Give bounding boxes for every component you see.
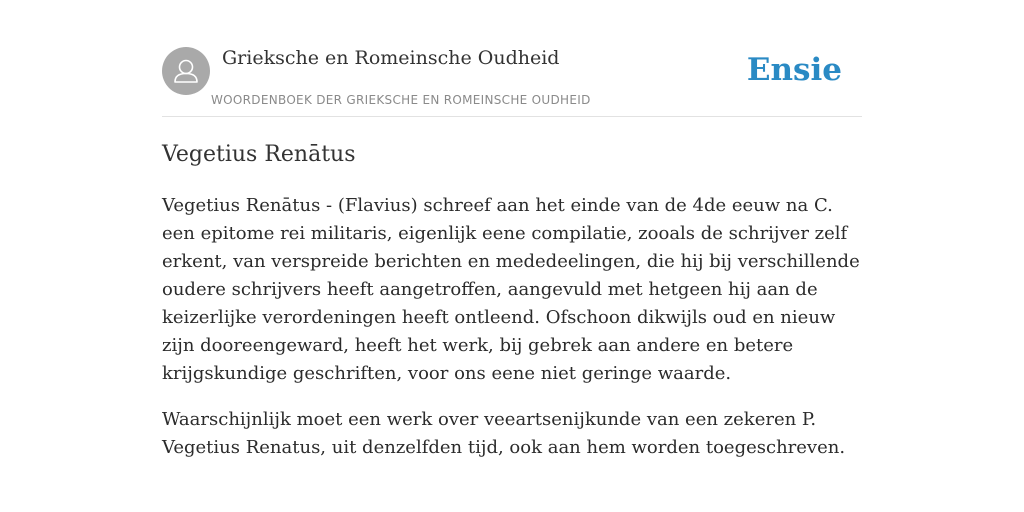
entry-title: Vegetius Renātus — [162, 142, 356, 167]
source-header — [162, 46, 862, 117]
source-avatar[interactable] — [162, 47, 210, 95]
source-title-link[interactable]: Grieksche en Romeinsche Oudheid — [222, 47, 560, 69]
ensie-logo-link[interactable]: Ensie — [746, 52, 842, 88]
source-subtitle: WOORDENBOEK DER GRIEKSCHE EN ROMEINSCHE OUDHEID — [211, 93, 591, 107]
entry-paragraph-2: Waarschijnlijk moet een werk over veeartsenijkunde van een zekeren P. Vegetius Renatus, uit denzelfden tijd, ook aan hem worden toegeschreven. — [162, 409, 846, 458]
user-icon — [162, 47, 210, 95]
entry-paragraph-1: Vegetius Renātus - (Flavius) schreef aan het einde van de 4de eeuw na C. een epitome rei militaris, eigenlijk eene compilatie, zooals de schrijver zelf erkent, van verspreide berichten en mededeelingen, die hij bij verschillende oudere schrijvers heeft aangetroffen, aangevuld met hetgeen hij aan de keizerlijke verordeningen heeft ontleend. Ofschoon dikwijls oud en nieuw zijn dooreengeward, heeft het werk, bij gebrek aan andere en betere krijgskundige geschriften, voor ons eene niet geringe waarde. — [162, 195, 860, 384]
entry-content — [162, 192, 862, 480]
